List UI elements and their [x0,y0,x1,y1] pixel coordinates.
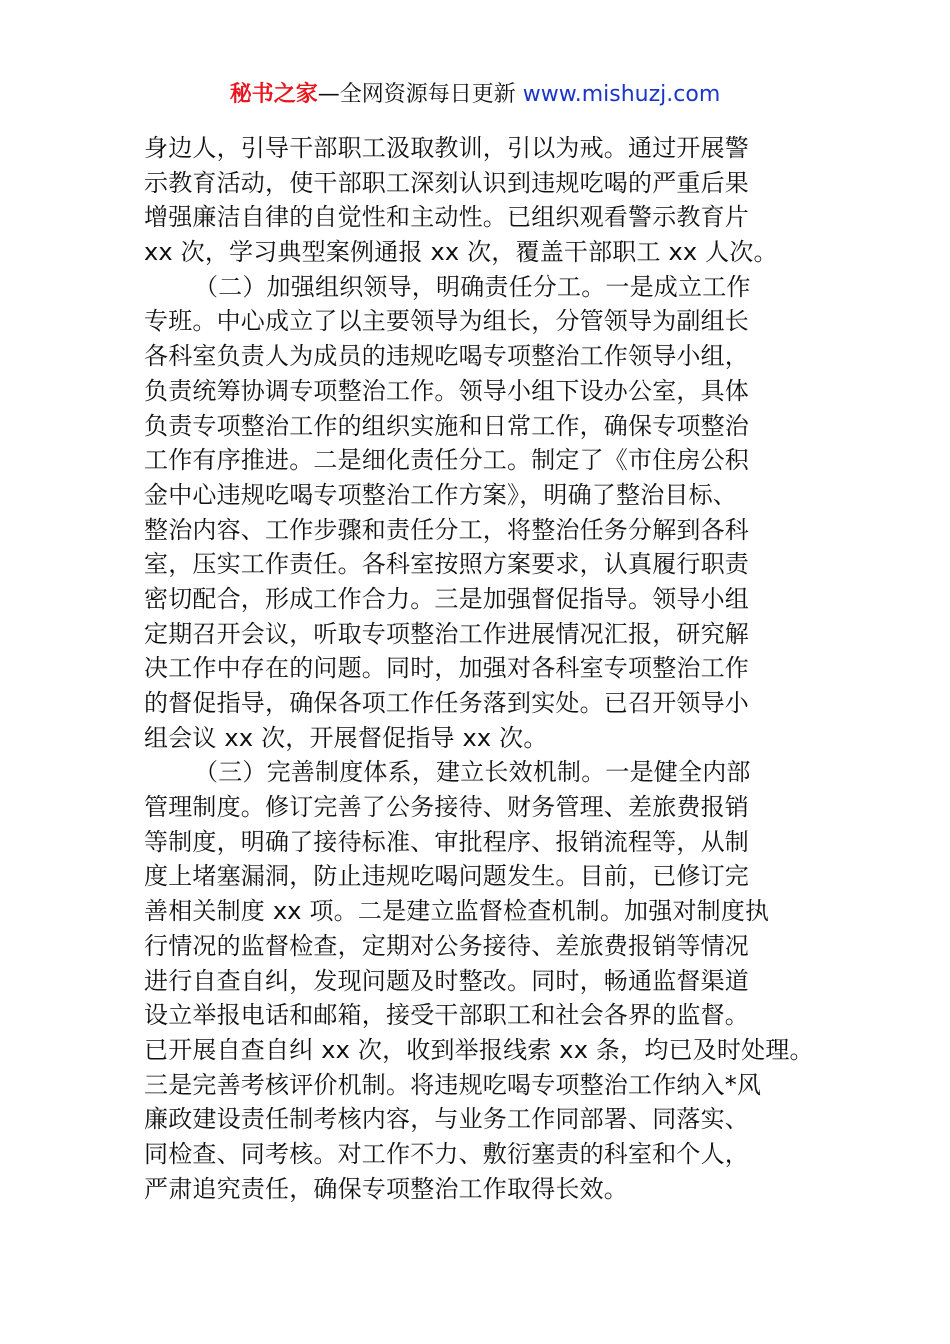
header-tagline: —全网资源每日更新 [317,82,523,107]
body-line: 管理制度。修订完善了公务接待、财务管理、差旅费报销 [144,793,749,822]
body-line: 负责统筹协调专项整治工作。领导小组下设办公室，具体 [144,376,749,405]
body-line: 身边人，引导干部职工汲取教训，引以为戒。通过开展警 [144,134,749,162]
body-line: 整治内容、工作步骤和责任分工，将整治任务分解到各科 [144,515,749,544]
body-line: 示教育活动，使干部职工深刻认识到违规吃喝的严重后果 [144,168,749,197]
site-brand: 秘书之家 [229,82,318,107]
body-line: 度上堵塞漏洞，防止违规吃喝问题发生。目前，已修订完 [144,862,749,891]
body-line: 密切配合，形成工作合力。三是加强督促指导。领导小组 [144,584,749,613]
body-line: 设立举报电话和邮箱，接受干部职工和社会各界的监督。 [144,1001,749,1030]
body-line: 金中心违规吃喝专项整治工作方案》，明确了整治目标、 [144,480,737,509]
body-line: 负责专项整治工作的组织实施和日常工作，确保专项整治 [144,411,749,440]
body-line: 善相关制度 xx 项。二是建立监督检查机制。加强对制度执 [144,897,770,926]
body-line: 决工作中存在的问题。同时，加强对各科室专项整治工作 [144,654,749,683]
body-line: xx 次，学习典型案例通报 xx 次，覆盖干部职工 xx 人次。 [144,238,778,267]
body-line: 室，压实工作责任。各科室按照方案要求，认真履行职责 [144,550,749,579]
body-line: 组会议 xx 次，开展督促指导 xx 次。 [144,723,548,752]
body-line: 同检查、同考核。对工作不力、敷衍塞责的科室和个人， [144,1139,749,1168]
body-line: 等制度，明确了接待标准、审批程序、报销流程等，从制 [144,827,749,856]
body-line: 进行自查自纠，发现问题及时整改。同时，畅通监督渠道 [144,966,749,995]
body-line: 工作有序推进。二是细化责任分工。制定了《市住房公积 [144,446,749,475]
body-line: 廉政建设责任制考核内容，与业务工作同部署、同落实、 [144,1105,749,1134]
body-line: 专班。中心成立了以主要领导为组长，分管领导为副组长 [144,307,749,336]
body-line: 增强廉洁自律的自觉性和主动性。已组织观看警示教育片 [144,203,749,232]
site-url-link[interactable]: www.mishuzj.com [522,82,721,107]
body-line: 严肃追究责任，确保专项整治工作取得长效。 [144,1174,628,1203]
body-line: 各科室负责人为成员的违规吃喝专项整治工作领导小组， [144,342,749,371]
body-line: 已开展自查自纠 xx 次，收到举报线索 xx 条，均已及时处理。 [144,1035,814,1064]
section-heading-line: （二）加强组织领导，明确责任分工。一是成立工作 [194,272,751,301]
body-line: 定期召开会议，听取专项整治工作进展情况汇报，研究解 [144,619,749,648]
body-line: 三是完善考核评价机制。将违规吃喝专项整治工作纳入*风 [144,1070,762,1099]
section-heading-line: （三）完善制度体系，建立长效机制。一是健全内部 [194,758,751,787]
body-line: 的督促指导，确保各项工作任务落到实处。已召开领导小 [144,689,749,717]
document-body [144,131,824,1206]
body-line: 行情况的监督检查，定期对公务接待、差旅费报销等情况 [144,931,749,960]
page-header [0,78,950,112]
